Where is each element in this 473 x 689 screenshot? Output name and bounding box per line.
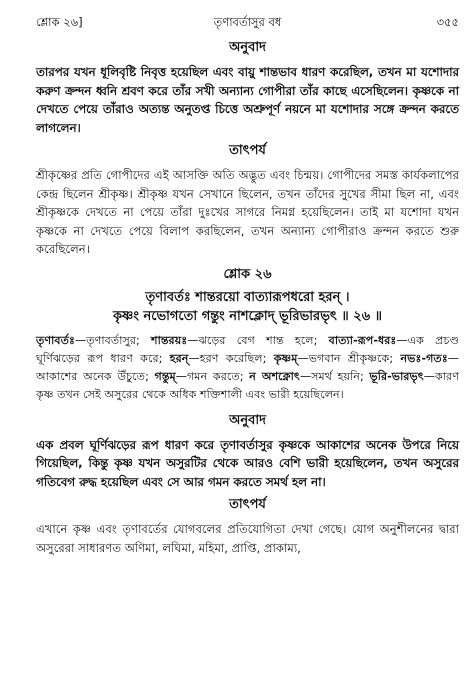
syn-term: তৃণাবর্তঃ xyxy=(36,333,75,347)
verse-line-1: তৃণাবর্তঃ শান্তরয়ো বাত্যারূপধরো হরন্ । xyxy=(145,289,350,305)
syn-meaning: —ভগবান শ্রীকৃষ্ণকে; xyxy=(297,351,401,365)
purport-2-text: এখানে কৃষ্ণ এবং তৃণাবর্তের যোগবলের প্রতিযোগিতা দেখা গেছে। যোগ অনুশীলনের দ্বারা অসুরেরা সাধারণত অণিমা, লঘিমা, মহিমা, প্রাপ্তি, প্রাকাম্য, xyxy=(36,522,459,555)
syn-term: গন্তুম্ xyxy=(154,370,176,384)
syn-term: বাত্যা-রূপ-ধরঃ xyxy=(328,333,397,347)
verse-line-2: কৃষ্ণং নভোগতো গন্তুং নাশক্লোদ্ ভূরিভারভৃৎ ॥ ২৬ ॥ xyxy=(112,308,383,324)
header-chapter-title: তৃণাবর্তাসুর বধ xyxy=(213,15,282,29)
syn-meaning: —আকাশের অনেক উঁচুতে; xyxy=(36,351,459,384)
syn-term: ন অশক্নোৎ xyxy=(249,370,300,384)
syn-term: হরন্ xyxy=(169,351,189,365)
purport-2-heading: তাৎপর্য xyxy=(229,497,266,513)
purport-heading: তাৎপর্য xyxy=(229,143,266,158)
syn-meaning: —ঝড়ের বেগ শান্ত হলে; xyxy=(187,333,329,347)
syn-meaning: —হরণ করেছিল; xyxy=(188,351,274,365)
syn-term: ভূরি-ভারভৃৎ xyxy=(369,370,424,384)
translation-heading: অনুবাদ xyxy=(229,40,266,55)
translation-text: তারপর যখন ধূলিবৃষ্টি নিবৃত্ত হয়েছিল এবং বায়ু শান্তভাব ধারণ করেছিল, তখন মা যশোদার করুণ ক্রন্দন ধ্বনি শ্রবণ করে তাঁর সখী অন্যান্য গোপীরা তাঁর কাছে এসেছিলেন। কৃষ্ণকে না দেখতে পেয়ে তাঁরাও অত্যন্ত অনুতপ্ত চিত্তে অশ্রুপূর্ণ নয়নে মা যশোদার সঙ্গে ক্রন্দন করতে লাগলেন। xyxy=(36,65,459,135)
syn-meaning: —কারণ কৃষ্ণ তখন সেই অসুরের থেকে অধিক শক্তিশালী এবং ভারী হয়েছিলেন। xyxy=(36,370,459,402)
header-page-number: ৩৫৫ xyxy=(436,15,459,29)
syn-meaning: —তৃণাবর্তাসুর; xyxy=(75,333,151,347)
page-header xyxy=(36,10,459,34)
verse-title: শ্লোক ২৬ xyxy=(223,266,272,282)
syn-meaning: —এক প্রচণ্ড ঘূর্ণিঝড়ের রূপ ধারণ করে; xyxy=(36,333,459,365)
syn-meaning: —গমন করতে; xyxy=(175,370,250,384)
translation-2-text: এক প্রবল ঘূর্ণিঝড়ের রূপ ধারণ করে তৃণাবর্তাসুর কৃষ্ণকে আকাশের অনেক উপরে নিয়ে গিয়েছিল, কিন্তু কৃষ্ণ যখন অসুরটির থেকে আরও বেশি ভারী হয়েছিলেন, তখন অসুরের গতিবেগ রুদ্ধ হয়েছিল এবং সে আর গমন করতে সমর্থ হল না। xyxy=(36,437,459,489)
syn-term: কৃষ্ণম্ xyxy=(273,351,298,365)
syn-meaning: —সমর্থ হয়নি; xyxy=(299,370,370,384)
word-meanings xyxy=(36,332,459,405)
syn-term: নভঃ-গতঃ xyxy=(400,351,448,365)
header-verse-ref: শ্লোক ২৬] xyxy=(36,15,83,29)
purport-text: শ্রীকৃষ্ণের প্রতি গোপীদের এই আসক্তি অতি অদ্ভুত এবং চিন্ময়। গোপীদের সমস্ত কার্যকলাপের কেন্দ্র ছিলেন শ্রীকৃষ্ণ। শ্রীকৃষ্ণ যখন সেখানে ছিলেন, তখন তাঁদের সুখের সীমা ছিল না, এবং শ্রীকৃষ্ণকে দেখতে না পেয়ে তাঁরা দুঃখের সাগরে নিমগ্ন হয়েছিলেন। তাই মা যশোদা যখন কৃষ্ণকে না দেখতে পেয়ে বিলাপ করছিলেন, তখন অন্যান্য গোপীরাও ক্রন্দন করতে শুরু করেছিলেন। xyxy=(36,168,459,256)
syn-term: শান্তরয়ঃ xyxy=(150,333,188,347)
translation-2-heading: অনুবাদ xyxy=(229,412,266,428)
